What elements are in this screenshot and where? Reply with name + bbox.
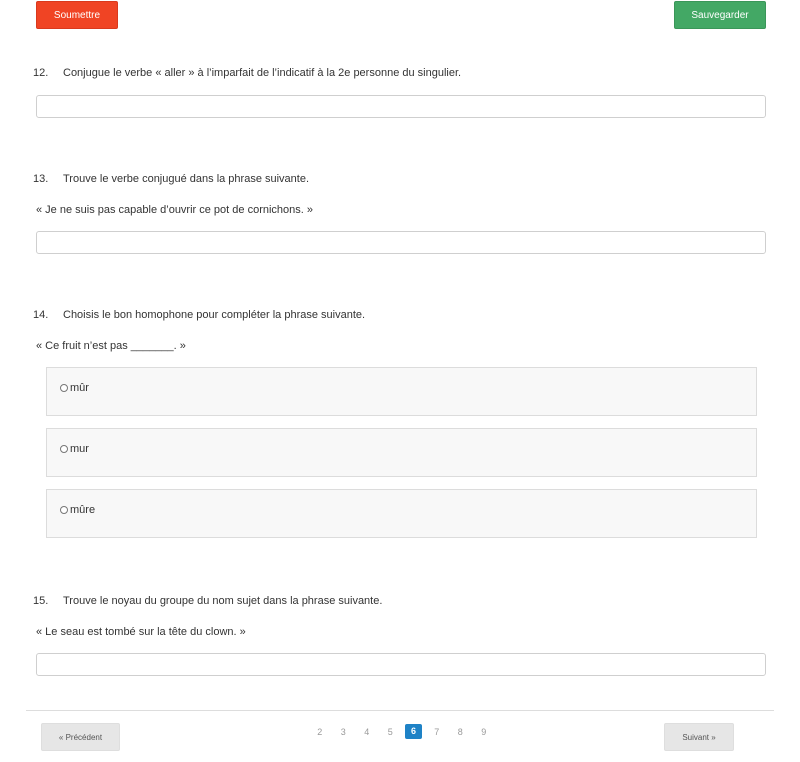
radio-button[interactable] (60, 445, 68, 453)
answer-input-12[interactable] (36, 95, 766, 118)
question-text: Trouve le noyau du groupe du nom sujet dans la phrase suivante. (63, 595, 383, 607)
previous-button-label: « Précédent (58, 732, 103, 742)
next-button-label: Suivant » (682, 732, 716, 742)
question-number: 12. (33, 67, 49, 79)
question-15 (33, 595, 382, 607)
page-link[interactable]: 2 (317, 726, 323, 737)
radio-button[interactable] (60, 384, 68, 392)
submit-button-label: Soumettre (53, 9, 101, 21)
choice-option-1[interactable] (46, 367, 757, 416)
save-button[interactable] (674, 1, 766, 29)
question-number: 14. (33, 309, 49, 321)
question-13-phrase: « Je ne suis pas capable d’ouvrir ce pot de cornichons. » (36, 204, 313, 216)
question-text: Choisis le bon homophone pour compléter la phrase suivante. (63, 309, 366, 321)
pagination (308, 724, 496, 739)
page-link[interactable]: 7 (434, 726, 440, 737)
question-12 (33, 67, 461, 79)
page-link[interactable]: 8 (457, 726, 463, 737)
radio-button[interactable] (60, 506, 68, 514)
previous-button[interactable] (41, 723, 120, 751)
question-text: Trouve le verbe conjugué dans la phrase suivante. (63, 173, 310, 185)
question-number: 13. (33, 173, 49, 185)
question-number: 15. (33, 595, 49, 607)
page-link[interactable]: 4 (364, 726, 370, 737)
page-link[interactable]: 3 (340, 726, 346, 737)
question-14-phrase: « Ce fruit n’est pas _______. » (36, 340, 186, 352)
choice-option-3[interactable] (46, 489, 757, 538)
question-15-phrase: « Le seau est tombé sur la tête du clown. » (36, 626, 246, 638)
submit-button[interactable] (36, 1, 118, 29)
question-text: Conjugue le verbe « aller » à l’imparfait de l’indicatif à la 2e personne du singulier. (63, 67, 462, 79)
page-link-current[interactable]: 6 (405, 724, 422, 739)
question-14 (33, 309, 365, 321)
choice-label: mûre (70, 504, 96, 516)
question-13 (33, 173, 309, 185)
answer-input-13[interactable] (36, 231, 766, 254)
answer-input-15[interactable] (36, 653, 766, 676)
next-button[interactable] (664, 723, 734, 751)
choice-label: mur (70, 443, 89, 455)
save-button-label: Sauvegarder (691, 9, 749, 21)
footer-divider (26, 710, 774, 711)
choice-option-2[interactable] (46, 428, 757, 477)
choice-label: mûr (70, 382, 89, 394)
page-link[interactable]: 9 (481, 726, 487, 737)
page-link[interactable]: 5 (387, 726, 393, 737)
